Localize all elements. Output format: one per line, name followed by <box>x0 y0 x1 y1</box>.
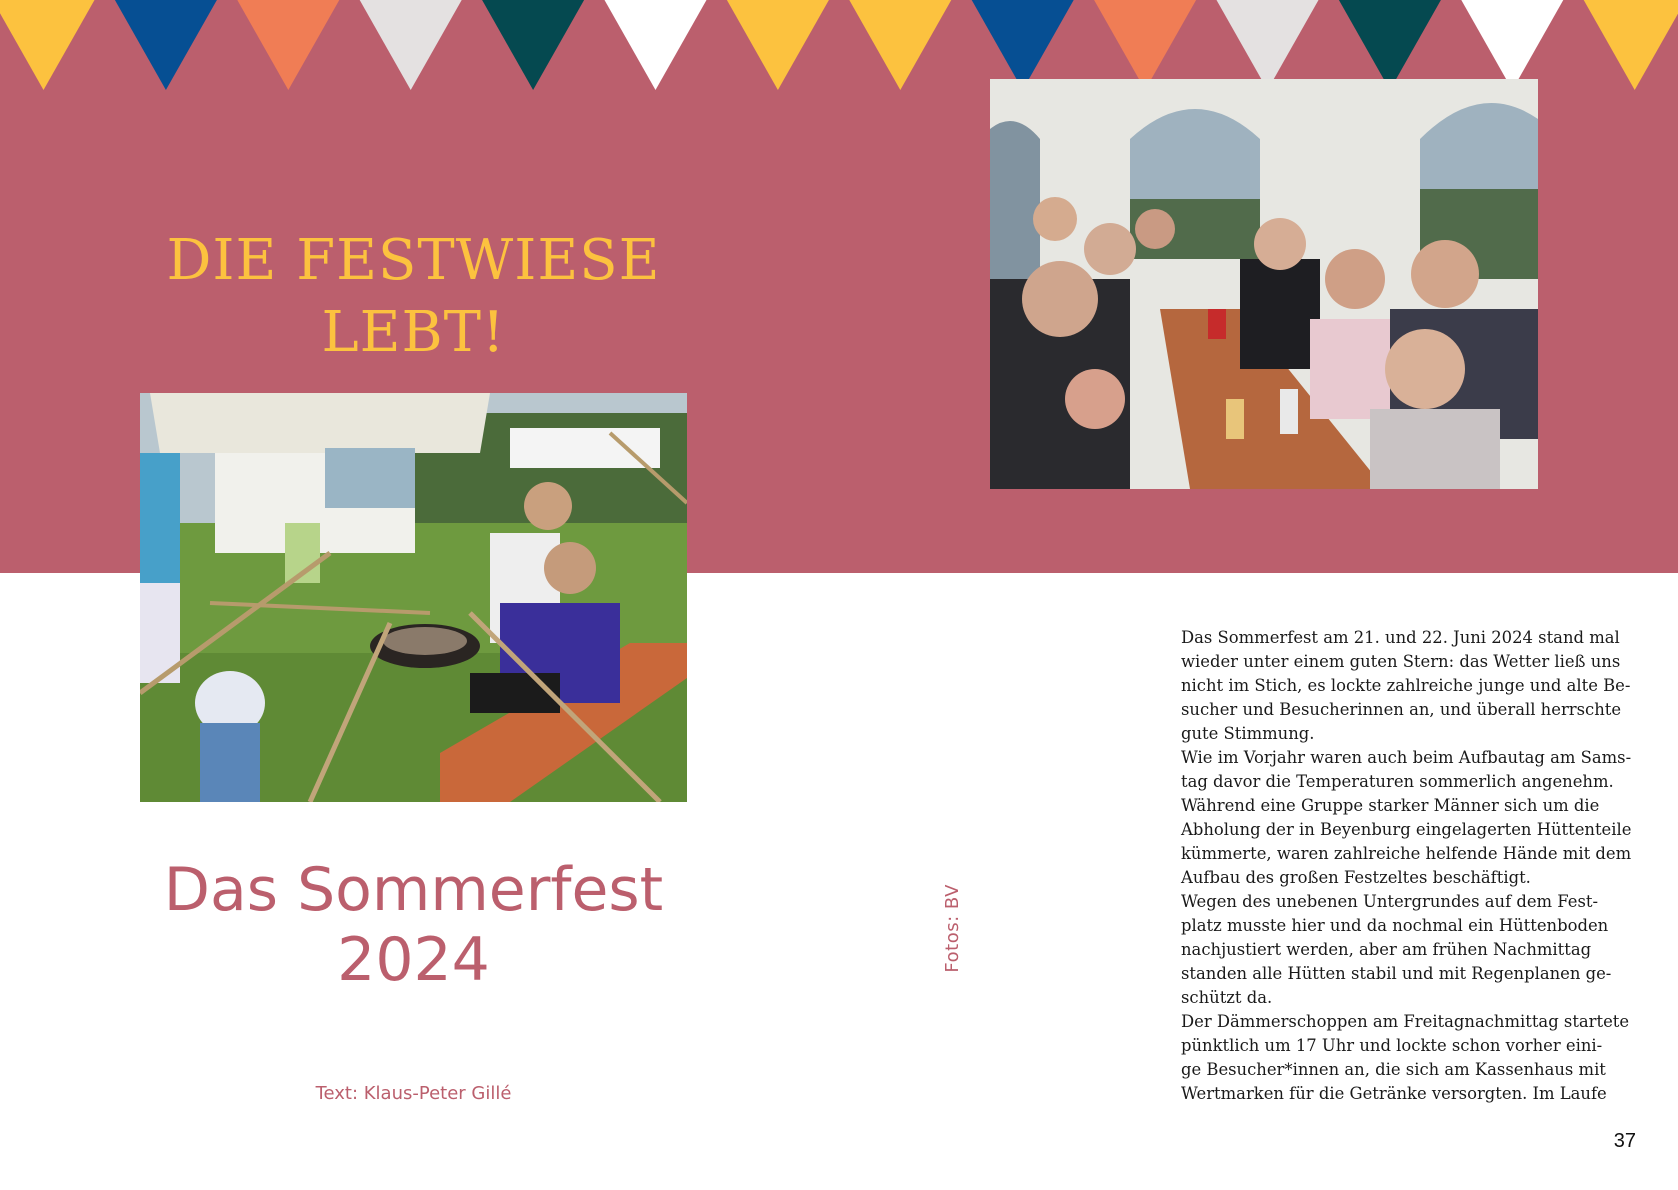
article-line: wieder unter einem guten Stern: das Wetter ließ uns <box>1181 652 1621 671</box>
article-title-line-2: 2024 <box>337 925 490 995</box>
article-line: standen alle Hütten stabil und mit Regenplanen ge- <box>1181 964 1612 983</box>
article-line: Wegen des unebenen Untergrundes auf dem Fest- <box>1181 892 1599 911</box>
bunting-flag <box>1584 0 1678 90</box>
article-line: schützt da. <box>1181 988 1273 1007</box>
article-body <box>1181 626 1633 1106</box>
article-line: Wertmarken für die Getränke versorgten. Im Laufe <box>1181 1084 1607 1103</box>
bunting-flag <box>972 0 1074 90</box>
bunting-flag <box>0 0 95 90</box>
article-line: kümmerte, waren zahlreiche helfende Hände mit dem <box>1181 844 1632 863</box>
bunting-flag <box>360 0 462 90</box>
headline <box>140 225 687 369</box>
article-line: Das Sommerfest am 21. und 22. Juni 2024 stand mal <box>1181 628 1620 647</box>
article-line: Während eine Gruppe starker Männer sich um die <box>1181 796 1600 815</box>
article-line: gute Stimmung. <box>1181 724 1315 743</box>
photo-festival-tent-group <box>990 79 1538 489</box>
bunting-flag <box>727 0 829 90</box>
bunting-flag <box>1217 0 1319 90</box>
article-line: sucher und Besucherinnen an, und überall herrschte <box>1181 700 1622 719</box>
bunting-flag <box>1461 0 1563 90</box>
article-line: ge Besucher*innen an, die sich am Kassenhaus mit <box>1181 1060 1606 1079</box>
article-line: tag davor die Temperaturen sommerlich angenehm. <box>1181 772 1614 791</box>
article-line: Wie im Vorjahr waren auch beim Aufbautag am Sams- <box>1181 748 1632 767</box>
bunting-flag <box>482 0 584 90</box>
article-title <box>140 855 687 995</box>
article-line: nicht im Stich, es lockte zahlreiche junge und alte Be- <box>1181 676 1631 695</box>
headline-line-2: LEBT! <box>321 300 506 365</box>
article-line: nachjustiert werden, aber am frühen Nachmittag <box>1181 940 1592 959</box>
author-credit: Text: Klaus-Peter Gillé <box>315 1083 512 1104</box>
bunting-flag <box>849 0 951 90</box>
headline-line-1: DIE FESTWIESE <box>166 228 661 293</box>
article-line: pünktlich um 17 Uhr und lockte schon vorher eini- <box>1181 1036 1603 1055</box>
photo-credit: Fotos: BV <box>942 884 963 973</box>
bunting-flag <box>1094 0 1196 90</box>
bunting-flag <box>237 0 339 90</box>
article-line: Der Dämmerschoppen am Freitagnachmittag startete <box>1181 1012 1630 1031</box>
page-number: 37 <box>1613 1130 1636 1152</box>
article-line: platz musste hier und da nochmal ein Hüttenboden <box>1181 916 1609 935</box>
bunting-flag <box>1339 0 1441 90</box>
photo-campfire-children <box>140 393 687 802</box>
article-line: Abholung der in Beyenburg eingelagerten Hüttenteile <box>1181 820 1632 839</box>
bunting-flag <box>115 0 217 90</box>
article-title-line-1: Das Sommerfest <box>163 855 664 925</box>
bunting-flag <box>605 0 707 90</box>
article-line: Aufbau des großen Festzeltes beschäftigt. <box>1181 868 1531 887</box>
